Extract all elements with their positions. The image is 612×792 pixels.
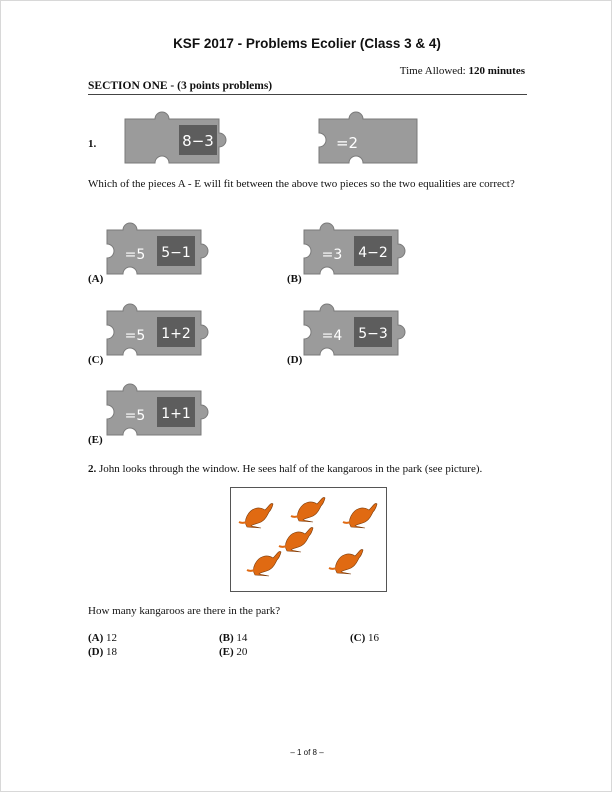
q1-right-piece <box>313 107 425 171</box>
option-a-expr: 5−1 <box>161 245 191 261</box>
option-c-label: (C) <box>88 354 104 366</box>
answer-e-label: (E) <box>219 646 234 658</box>
q1-left-expr: 8−3 <box>182 132 214 150</box>
time-allowed-label: Time Allowed: <box>399 65 469 77</box>
option-c-expr: 1+2 <box>161 326 191 342</box>
option-c-eq: =5 <box>124 328 146 344</box>
question-1-number: 1. <box>88 138 97 150</box>
option-b-piece <box>298 218 422 282</box>
option-b-label: (B) <box>287 273 302 285</box>
q1-left-piece <box>119 107 241 171</box>
option-d-eq: =4 <box>321 328 343 344</box>
answer-a <box>88 632 117 644</box>
question-2-question: How many kangaroos are there in the park? <box>88 605 281 617</box>
kangaroo-3 <box>343 503 377 528</box>
answer-b-value: 14 <box>233 632 248 644</box>
option-a-label: (A) <box>88 273 104 285</box>
question-1-text: Which of the pieces A - E will fit between the above two pieces so the two equalities are correct? <box>88 178 515 190</box>
option-d-expr: 5−3 <box>358 326 388 342</box>
answer-d-label: (D) <box>88 646 104 658</box>
answer-e-value: 20 <box>233 646 248 658</box>
option-a-piece <box>101 218 225 282</box>
answer-a-value: 12 <box>103 632 118 644</box>
option-d-label: (D) <box>287 354 303 366</box>
time-allowed-value: 120 minutes <box>468 65 525 77</box>
option-b-expr: 4−2 <box>358 245 388 261</box>
kangaroo-5 <box>247 551 281 576</box>
kangaroo-4 <box>279 527 313 552</box>
answer-d-value: 18 <box>103 646 118 658</box>
kangaroo-picture <box>230 487 387 592</box>
question-2-number: 2. <box>88 463 97 475</box>
answer-b <box>219 632 247 644</box>
option-d-piece <box>298 299 422 363</box>
option-b-eq: =3 <box>321 247 343 263</box>
option-e-expr: 1+1 <box>161 406 191 422</box>
option-c-piece <box>101 299 225 363</box>
option-a-eq: =5 <box>124 247 146 263</box>
answer-c-label: (C) <box>350 632 366 644</box>
section-title: SECTION ONE - (3 points problems) <box>88 80 273 92</box>
option-e-piece <box>101 379 225 443</box>
page-title: KSF 2017 - Problems Ecolier (Class 3 & 4) <box>173 36 441 51</box>
question-2-body: John looks through the window. He sees half of the kangaroos in the park (see picture). <box>96 463 483 475</box>
question-2-text <box>88 462 533 476</box>
answer-d <box>88 646 117 658</box>
answer-c <box>350 632 379 644</box>
kangaroo-6 <box>329 549 363 574</box>
answer-e <box>219 646 247 658</box>
kangaroo-2 <box>291 497 325 522</box>
answer-a-label: (A) <box>88 632 104 644</box>
option-e-eq: =5 <box>124 408 146 424</box>
q1-right-expr: =2 <box>335 134 359 152</box>
time-allowed <box>400 65 525 77</box>
answer-c-value: 16 <box>365 632 380 644</box>
kangaroo-illustration <box>231 488 386 591</box>
kangaroo-1 <box>239 503 273 528</box>
page-number: – 1 of 8 – <box>290 748 324 757</box>
option-e-label: (E) <box>88 434 103 446</box>
section-divider <box>88 94 527 95</box>
answer-b-label: (B) <box>219 632 234 644</box>
